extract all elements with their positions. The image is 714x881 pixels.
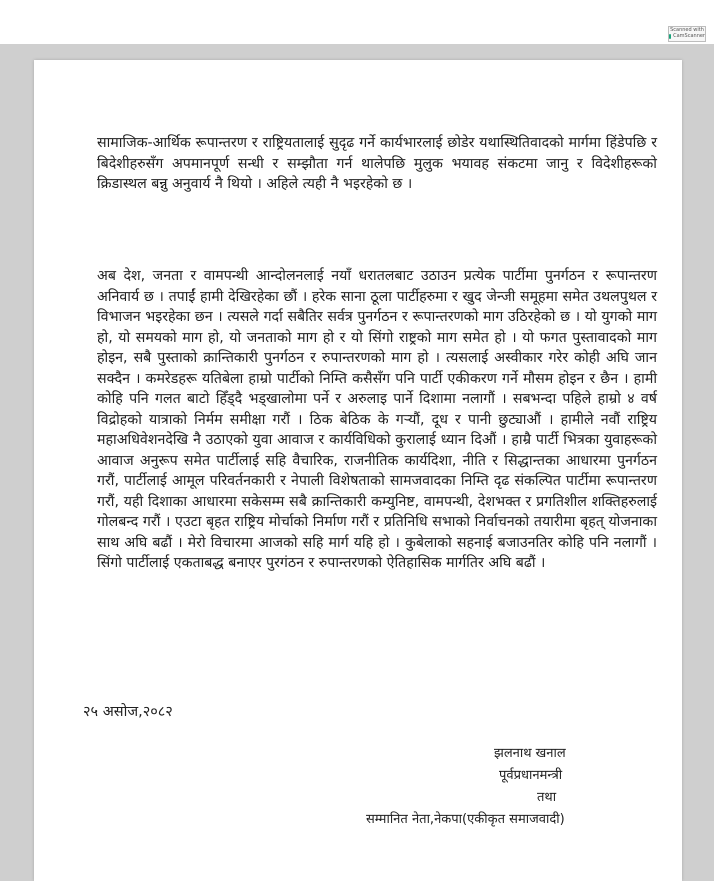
signatory-name: झलनाथ खनाल: [494, 746, 566, 761]
letter-page: [34, 60, 682, 881]
signatory-role: सम्मानित नेता,नेकपा(एकीकृत समाजवादी): [366, 812, 565, 827]
letter-paragraph-2: अब देश, जनता र वामपन्थी आन्दोलनलाई नयाँ धरातलबाट उठाउन प्रत्येक पार्टीमा पुनर्गठन र रूपान्तरण अनिवार्य छ । तपाईं हामी देखिरहेका छौं । हरेक साना ठूला पार्टीहरुमा र खुद जेन्जी समूहमा समेत उथलपुथल र विभाजन भइरहेका छन । त्यसले गर्दा सबैतिर सर्वत्र पुनर्गठन र रूपान्तरणको माग उठिरहेको छ । यो युगको माग हो, यो समयको माग हो, यो जनताको माग हो र यो सिंगो राष्ट्रको माग समेत हो । यो फगत पुस्तावादको माग होइन, सबै पुस्ताको क्रान्तिकारी पुनर्गठन र रुपान्तरणको माग हो । त्यसलाई अस्वीकार गरेर कोही अघि जान सक्दैन । कमरेडहरू यतिबेला हाम्रो पार्टीको निम्ति कसैसँग पनि पार्टी एकीकरण गर्ने मौसम होइन र छैन । हामी कोहि पनि गलत बाटो हिँड्दै भड्खालोमा पर्ने र अरुलाइ पार्ने दिशामा नलागौं । सबभन्दा पहिले हाम्रो ४ वर्ष विद्रोहको यात्राको निर्मम समीक्षा गरौं । ठिक बेठिक के गऱ्यौं, दूध र पानी छुट्याऔं । हामीले नवौं राष्ट्रिय महाअधिवेशनदेखि नै उठाएको युवा आवाज र कार्यविधिको कुरालाई ध्यान दिऔं । हाम्रै पार्टी भित्रका युवाहरूको आवाज अनुरूप समेत पार्टीलाई सहि वैचारिक, राजनीतिक कार्यदिशा, नीति र सिद्धान्तका आधारमा पुनर्गठन गरौं, पार्टीलाई आमूल परिवर्तनकारी र नेपाली विशेषताको सामजवादका निम्ति दृढ संकल्पित पार्टीमा रूपान्तरण गरौं, यही दिशाका आधारमा सकेसम्म सबै क्रान्तिकारी कम्युनिष्ट, वामपन्थी, देशभक्त र प्रगतिशील शक्तिहरुलाई गोलबन्द गरौं । एउटा बृहत राष्ट्रिय मोर्चाको निर्माण गरौं र प्रतिनिधि सभाको निर्वाचनको तयारीमा बृहत् योजनाका साथ अघि बढौं । मेरो विचारमा आजको सहि मार्ग यहि हो । कुबेलाको सहनाई बजाउनतिर कोहि पनि नलागौं । सिंगो पार्टीलाई एकताबद्ध बनाएर पुरगंठन र रुपान्तरणको ऐतिहासिक मार्गतिर अघि बढौं ।: [97, 268, 657, 571]
camscanner-watermark: [668, 26, 706, 42]
letter-paragraph-1: सामाजिक-आर्थिक रूपान्तरण र राष्ट्रियतालाई सुदृढ गर्ने कार्यभारलाई छोडेर यथास्थितिवादको मार्गमा हिंडेपछि र बिदेशीहरुसँग अपमानपूर्ण सन्धी र सम्झौता गर्न थालेपछि मुलुक भयावह संकटमा जानु र विदेशीहरूको क्रिडास्थल बन्नु अनुवार्य नै थियो । अहिले त्यही नै भइरहेको छ ।: [97, 135, 657, 192]
signatory-title: पूर्वप्रधानमन्त्री: [499, 768, 563, 783]
watermark-line-1: Scanned with: [670, 27, 704, 33]
watermark-brand: CamScanner: [673, 33, 705, 39]
signatory-conjunction: तथा: [537, 790, 557, 805]
top-scan-strip: [0, 0, 714, 44]
watermark-line-2: [669, 33, 705, 39]
camscanner-logo-icon: [669, 34, 671, 39]
letter-date: २५ असोज,२०८२: [83, 704, 173, 720]
